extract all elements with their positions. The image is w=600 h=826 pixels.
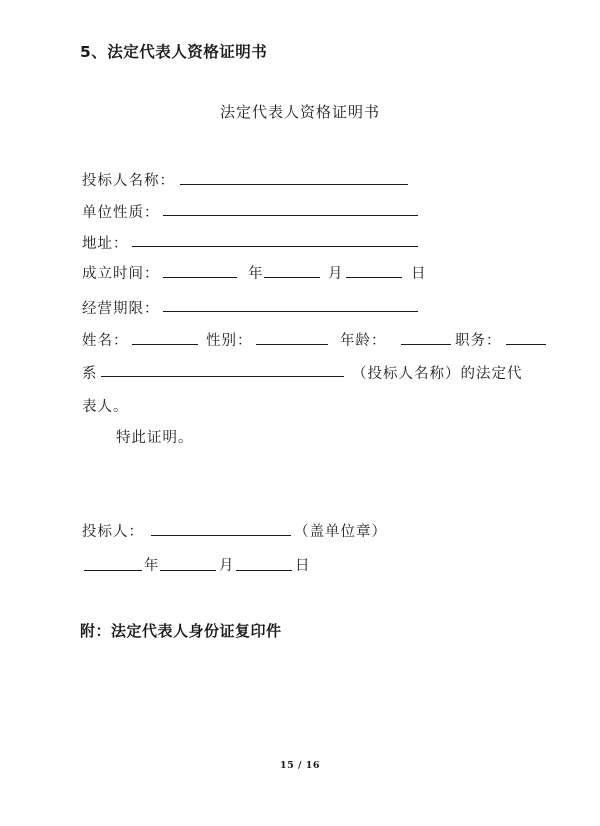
attachment-note: 附：法定代表人身份证复印件 (80, 622, 282, 640)
signature-bidder-blank[interactable] (151, 535, 291, 536)
established-month-blank[interactable] (264, 277, 320, 278)
established-month-char: 月 (328, 266, 344, 282)
position-label: 职务： (455, 333, 502, 349)
document-title: 法定代表人资格证明书 (219, 103, 380, 121)
seal-note: （盖单位章） (294, 524, 387, 540)
established-year-char: 年 (248, 266, 264, 282)
signature-month-blank[interactable] (160, 570, 216, 571)
statement-bidder-note: （投标人名称）的法定代 (352, 366, 523, 382)
bidder-name-blank[interactable] (180, 184, 408, 185)
business-term-blank[interactable] (163, 311, 418, 312)
person-name-blank[interactable] (132, 344, 198, 345)
signature-year-blank[interactable] (84, 570, 142, 571)
statement-prefix: 系 (82, 366, 98, 382)
statement-continuation: 表人。 (82, 399, 129, 415)
signature-year-char: 年 (144, 558, 160, 574)
unit-nature-label: 单位性质： (82, 205, 160, 221)
age-label: 年龄： (340, 333, 387, 349)
established-day-blank[interactable] (346, 277, 402, 278)
gender-label: 性别： (206, 333, 253, 349)
business-term-label: 经营期限： (82, 301, 160, 317)
bidder-name-label: 投标人名称： (82, 173, 175, 189)
signature-month-char: 月 (219, 558, 235, 574)
age-blank[interactable] (401, 344, 451, 345)
section-heading: 5、法定代表人资格证明书 (80, 43, 268, 61)
signature-day-blank[interactable] (236, 570, 292, 571)
address-blank[interactable] (132, 246, 418, 247)
established-year-blank[interactable] (163, 277, 237, 278)
page-number: 15 / 16 (279, 760, 321, 771)
statement-bidder-blank[interactable] (101, 376, 344, 377)
established-label: 成立时间： (82, 266, 160, 282)
position-blank[interactable] (506, 344, 546, 345)
address-label: 地址： (82, 236, 129, 252)
gender-blank[interactable] (256, 344, 328, 345)
person-name-label: 姓名： (82, 333, 129, 349)
signature-bidder-label: 投标人： (82, 524, 144, 540)
established-day-char: 日 (411, 266, 427, 282)
certify-text: 特此证明。 (116, 430, 194, 446)
signature-day-char: 日 (295, 558, 311, 574)
unit-nature-blank[interactable] (163, 215, 418, 216)
